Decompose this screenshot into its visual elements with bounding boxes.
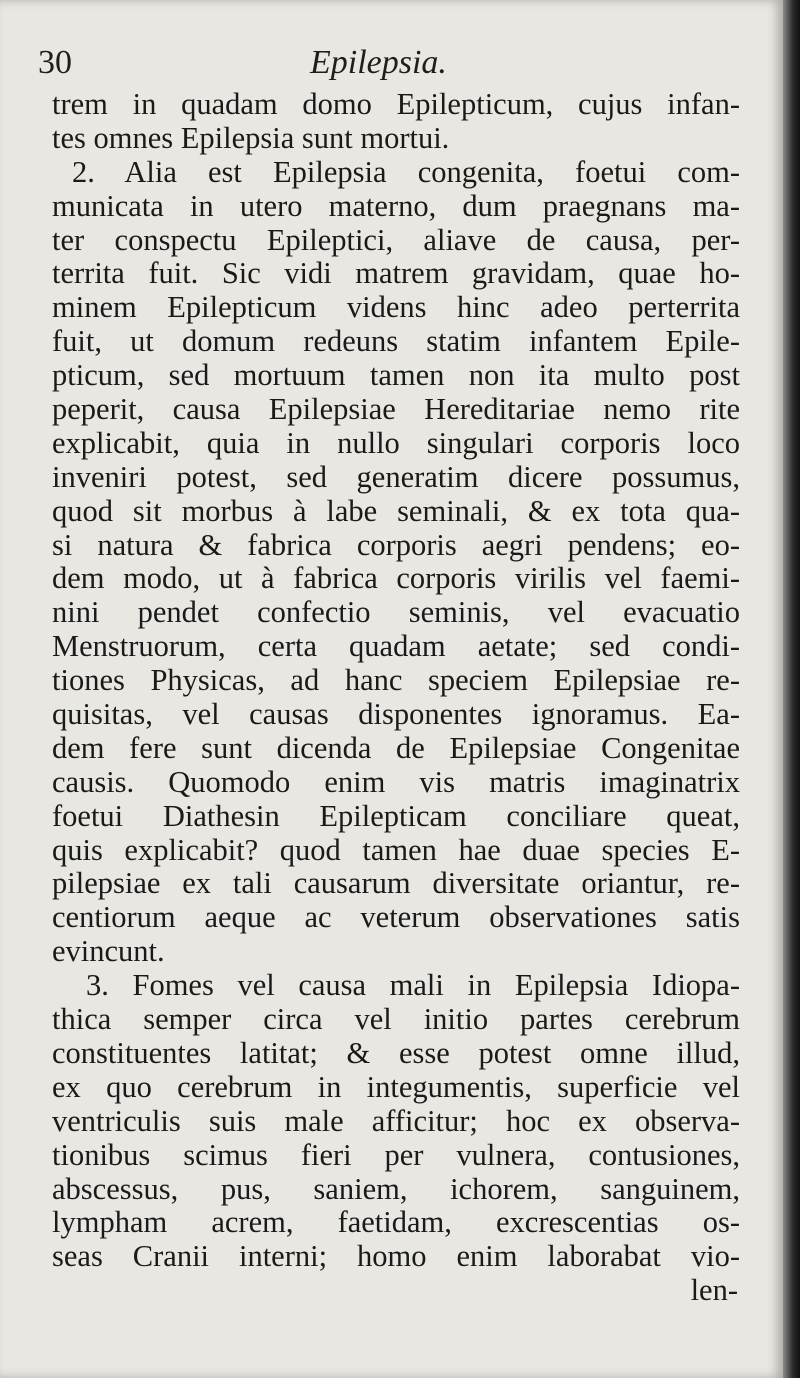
text-line: explicabit, quia in nullo singulari corporis loco [52,425,740,460]
body-text [52,88,740,1308]
text-line: dem modo, ut à fabrica corporis virilis vel faemi- [52,561,740,596]
text-line: trem in quadam domo Epilepticum, cujus infan- [52,87,740,121]
page-header [38,44,738,90]
text-line: centiorum aeque ac veterum observationes satis [52,900,740,935]
running-head: Epilepsia. [310,44,447,81]
text-line: dem fere sunt dicenda de Epilepsiae Congenitae [52,730,740,765]
text-line: lympham acrem, faetidam, excrescentias os- [52,1205,740,1240]
text-line: territa fuit. Sic vidi matrem gravidam, quae ho- [52,256,740,291]
text-line: ex quo cerebrum in integumentis, superficie vel [52,1069,740,1104]
text-line: quisitas, vel causas disponentes ignoramus. Ea- [52,697,740,732]
text-line: ter conspectu Epileptici, aliave de causa, per- [52,222,740,257]
text-line: si natura & fabrica corporis aegri pendens; eo- [52,527,740,562]
text-line: Menstruorum, certa quadam aetate; sed condi- [52,629,740,664]
text-line: abscessus, pus, saniem, ichorem, sanguinem, [52,1171,740,1206]
text-line: pticum, sed mortuum tamen non ita multo post [52,358,740,393]
text-line: tiones Physicas, ad hanc speciem Epilepsiae re- [52,663,740,698]
text-line: minem Epilepticum videns hinc adeo perterrita [52,290,740,325]
page-edge-shadow [783,0,800,1378]
text-line: causis. Quomodo enim vis matris imaginatrix [52,764,740,799]
text-line: tionibus scimus fieri per vulnera, contusiones, [52,1137,740,1172]
text-line: nini pendet confectio seminis, vel evacuatio [52,595,740,630]
text-line: municata in utero materno, dum praegnans ma- [52,188,740,223]
text-line: peperit, causa Epilepsiae Hereditariae nemo rite [52,392,740,427]
text-line: quis explicabit? quod tamen hae duae species E- [52,832,740,867]
text-line: 2. Alia est Epilepsia congenita, foetui com- [72,154,740,189]
page-number: 30 [38,44,72,81]
text-line: seas Cranii interni; homo enim laborabat vio- [52,1239,740,1274]
text-line: thica semper circa vel initio partes cerebrum [52,1002,740,1037]
catchword: len- [690,1273,738,1308]
text-line: inveniri potest, sed generatim dicere possumus, [52,459,740,494]
text-line: constituentes latitat; & esse potest omne illud, [52,1035,740,1070]
text-line: quod sit morbus à labe seminali, & ex tota qua- [52,493,740,528]
text-line: evincunt. [52,934,165,969]
text-line: 3. Fomes vel causa mali in Epilepsia Idiopa- [86,968,740,1003]
text-line: pilepsiae ex tali causarum diversitate oriantur, re- [52,866,740,901]
text-line: tes omnes Epilepsia sunt mortui. [52,120,450,155]
text-line: fuit, ut domum redeuns statim infantem Epile- [52,324,740,359]
text-line: foetui Diathesin Epilepticam conciliare queat, [52,798,740,833]
text-line: ventriculis suis male afficitur; hoc ex observa- [52,1103,740,1138]
